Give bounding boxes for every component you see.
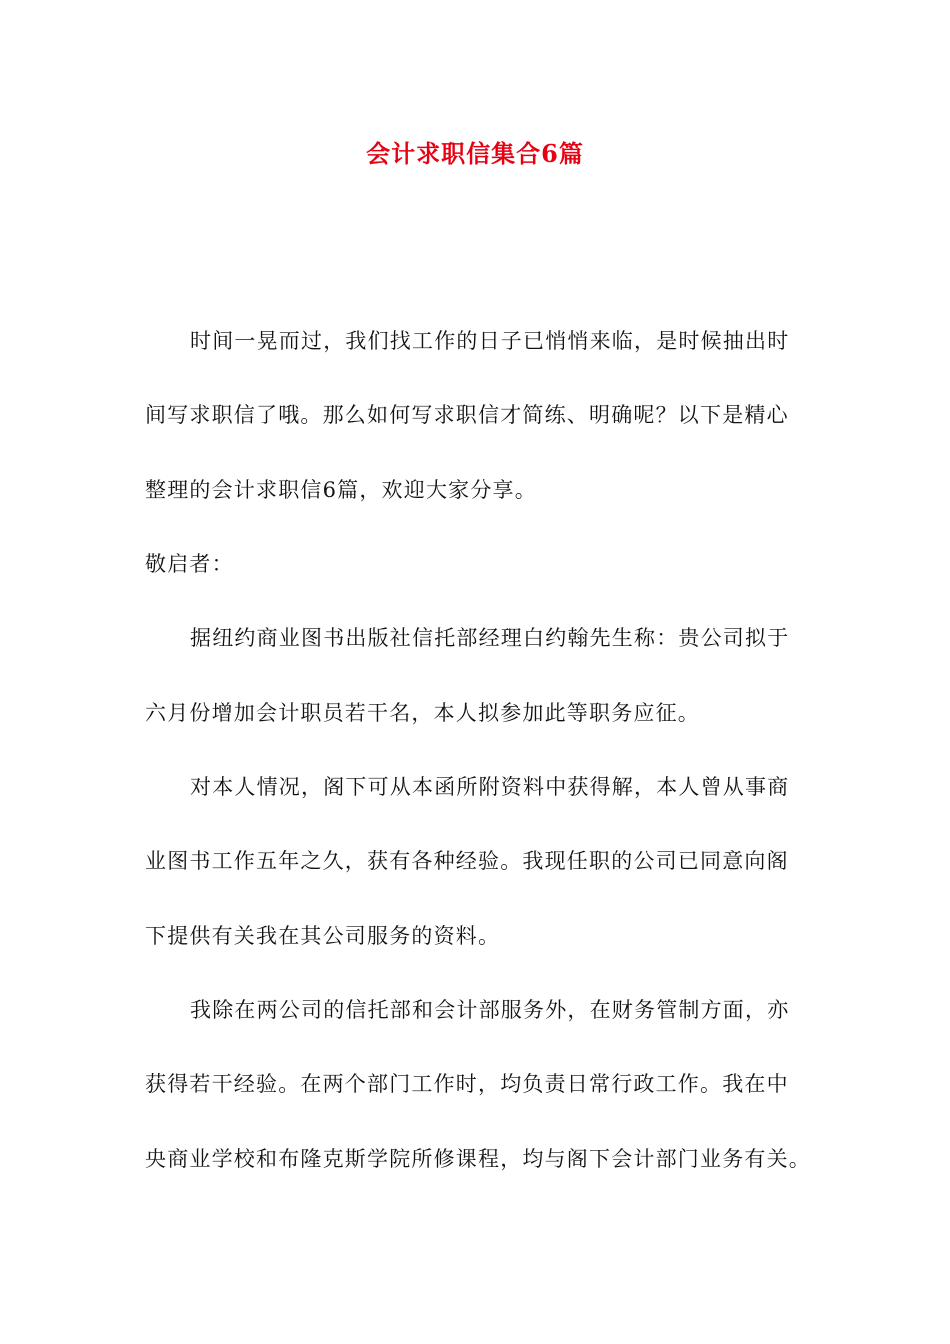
paragraph-line: 我除在两公司的信托部和会计部服务外，在财务管制方面，亦 bbox=[190, 998, 790, 1022]
document-title: 会计求职信集合6篇 bbox=[366, 139, 584, 168]
paragraph-line: 对本人情况，阁下可从本函所附资料中获得解，本人曾从事商 bbox=[190, 775, 790, 799]
paragraph-line: 整理的会计求职信6篇，欢迎大家分享。 bbox=[145, 478, 537, 502]
paragraph-line: 央商业学校和布隆克斯学院所修课程，均与阁下会计部门业务有关。 bbox=[145, 1147, 811, 1171]
paragraph-line: 下提供有关我在其公司服务的资料。 bbox=[145, 924, 501, 948]
salutation: 敬启者： bbox=[145, 552, 234, 576]
paragraph-line: 六月份增加会计职员若干名，本人拟参加此等职务应征。 bbox=[145, 701, 700, 725]
paragraph-line: 间写求职信了哦。那么如何写求职信才简练、明确呢？以下是精心 bbox=[145, 403, 789, 427]
paragraph-line: 据纽约商业图书出版社信托部经理白约翰先生称：贵公司拟于 bbox=[190, 626, 790, 650]
paragraph-line: 获得若干经验。在两个部门工作时，均负责日常行政工作。我在中 bbox=[145, 1072, 789, 1096]
paragraph-line: 业图书工作五年之久，获有各种经验。我现任职的公司已同意向阁 bbox=[145, 849, 789, 873]
paragraph-line: 时间一晃而过，我们找工作的日子已悄悄来临，是时候抽出时 bbox=[190, 329, 790, 353]
